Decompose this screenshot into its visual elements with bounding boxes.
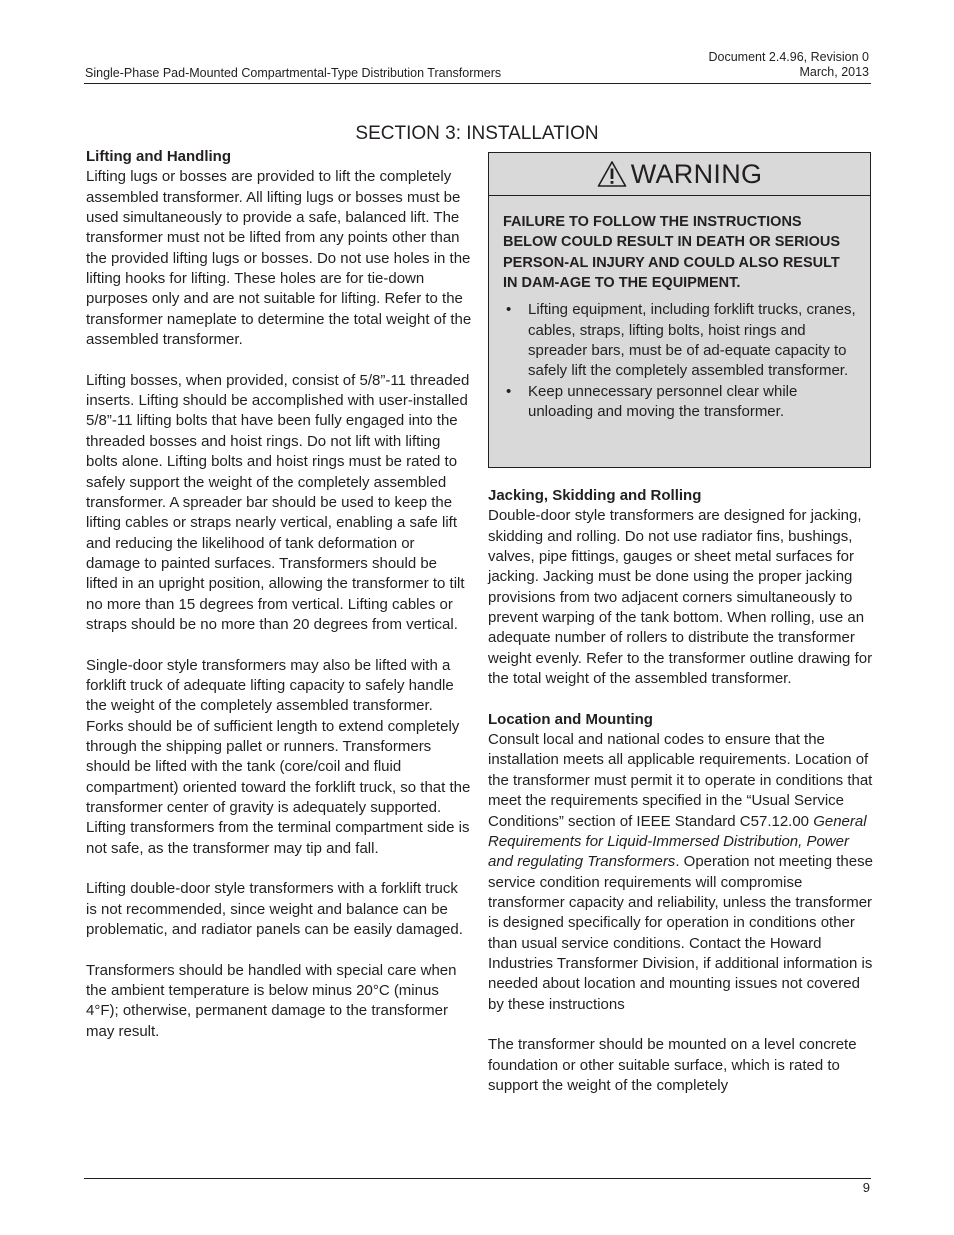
location-paragraph-1: [488, 730, 874, 1015]
page-number: 9: [862, 1180, 870, 1195]
right-column: [488, 486, 874, 1117]
jacking-heading: Jacking, Skidding and Rolling: [488, 487, 702, 504]
warning-title: WARNING: [630, 159, 763, 189]
location-text-before: Consult local and national codes to ensure that the installation meets all applicable requirements. Location of the transformer must permit it to operate in conditions that meet the requirements specified in the “Usual Service Conditions” section of IEEE Standard C57.12.00: [488, 731, 873, 830]
lifting-paragraph-3: Single-door style transformers may also be lifted with a forklift truck of adequate lifting capacity to safely handle the weight of the completely assembled transformer. Forks should be of sufficient length to extend completely through the shipping pallet or runners. Transformers should be lifted with the tank (core/coil and fluid compartment) oriented toward the forklift truck, so that the transformer center of gravity is adequately supported. Lifting transformers from the terminal compartment side is not safe, as the transformer may tip and fall.: [86, 656, 471, 857]
document-info: [569, 50, 869, 80]
warning-list: [503, 300, 856, 422]
lifting-paragraph-5: Transformers should be handled with special care when the ambient temperature is below minus 20°C (minus 4°F); otherwise, permanent damage to the transformer may result.: [86, 961, 457, 1040]
lifting-paragraph-2: Lifting bosses, when provided, consist of 5/8”-11 threaded inserts. Lifting should be accomplished with user-installed 5/8”-11 lifting bolts that have been fully engaged into the threaded bosses and hoist rings. Do not lift with lifting bolts alone. Lifting bolts and hoist rings must be rated to safely support the weight of the completely assembled transformer. A spreader bar should be used to keep the lifting cables or straps nearly vertical, enabling a safe lift and reducing the likelihood of tank deformation or damage to painted surfaces. Transformers should be lifted in an upright position, allowing the transformer to tilt no more than 15 degrees from vertical. Lifting cables or straps should be no more than 20 degrees from vertical.: [86, 371, 470, 633]
location-paragraph-2: The transformer should be mounted on a level concrete foundation or other suitable surface, which is rated to support the weight of the completely: [488, 1036, 857, 1094]
jacking-paragraph: Double-door style transformers are designed for jacking, skidding and rolling. Do not use radiator fins, bushings, valves, pipe fittings, gauges or sheet metal surfaces for jacking. Jacking must be done using the proper jacking provisions from two adjacent corners simultaneously to prevent warping of the tank bottom. When rolling, use an adequate number of rollers to distribute the transformer weight evenly. Refer to the transformer outline drawing for the total weight of the assembled transformer.: [488, 507, 873, 688]
warning-box: [488, 152, 871, 468]
warning-body: [489, 196, 870, 422]
document-number: Document 2.4.96, Revision 0: [708, 50, 869, 64]
warning-bullet-2: • Keep unnecessary personnel clear while unloading and moving the transformer.: [503, 382, 856, 423]
warning-lead-text: FAILURE TO FOLLOW THE INSTRUCTIONS BELOW COULD RESULT IN DEATH OR SERIOUS PERSON-AL INJURY AND COULD ALSO RESULT IN DAM-AGE TO THE EQUIPMENT.: [503, 214, 840, 292]
section-title: SECTION 3: INSTALLATION: [355, 122, 599, 144]
warning-triangle-icon: [597, 160, 627, 188]
warning-bullet-1: • Lifting equipment, including forklift trucks, cranes, cables, straps, lifting bolts, hoist rings and spreader bars, must be of ad-equate capacity to safely lift the completely assembled transformer.: [503, 300, 856, 381]
warning-header: [489, 153, 870, 196]
document-date: March, 2013: [799, 65, 869, 79]
lifting-paragraph-1: Lifting lugs or bosses are provided to lift the completely assembled transformer. All lifting lugs or bosses must be used simultaneously to provide a safe, balanced lift. The transformer must not be lifted from any points other than the provided lifting lugs or bosses. Do not use holes in the lifting hooks for lifting. These holes are for tie-down purposes only and are not suitable for lifting. Refer to the transformer nameplate to determine the total weight of the assembled transformer.: [86, 168, 472, 349]
document-title: Single-Phase Pad-Mounted Compartmental-Type Distribution Transformers: [85, 66, 502, 80]
header-rule: [84, 83, 871, 84]
footer-rule: [84, 1178, 871, 1179]
location-heading: Location and Mounting: [488, 710, 653, 728]
lifting-heading: Lifting and Handling: [86, 148, 231, 165]
standard-title: General Requirements for Liquid-Immersed Distribution, Power and regulating Transformers: [488, 812, 867, 871]
location-text-after: . Operation not meeting these service condition requirements will compromise transformer capacity and reliability, unless the transformer is designed specifically for operation in conditions other than usual service conditions. Contact the Howard Industries Transformer Division, if additional information is needed about location and mounting issues not covered by these instructions: [488, 853, 873, 1013]
lifting-paragraph-4: Lifting double-door style transformers with a forklift truck is not recommended, since weight and balance can be problematic, and radiator panels can be easily damaged.: [86, 880, 463, 939]
left-column: [86, 147, 472, 1062]
